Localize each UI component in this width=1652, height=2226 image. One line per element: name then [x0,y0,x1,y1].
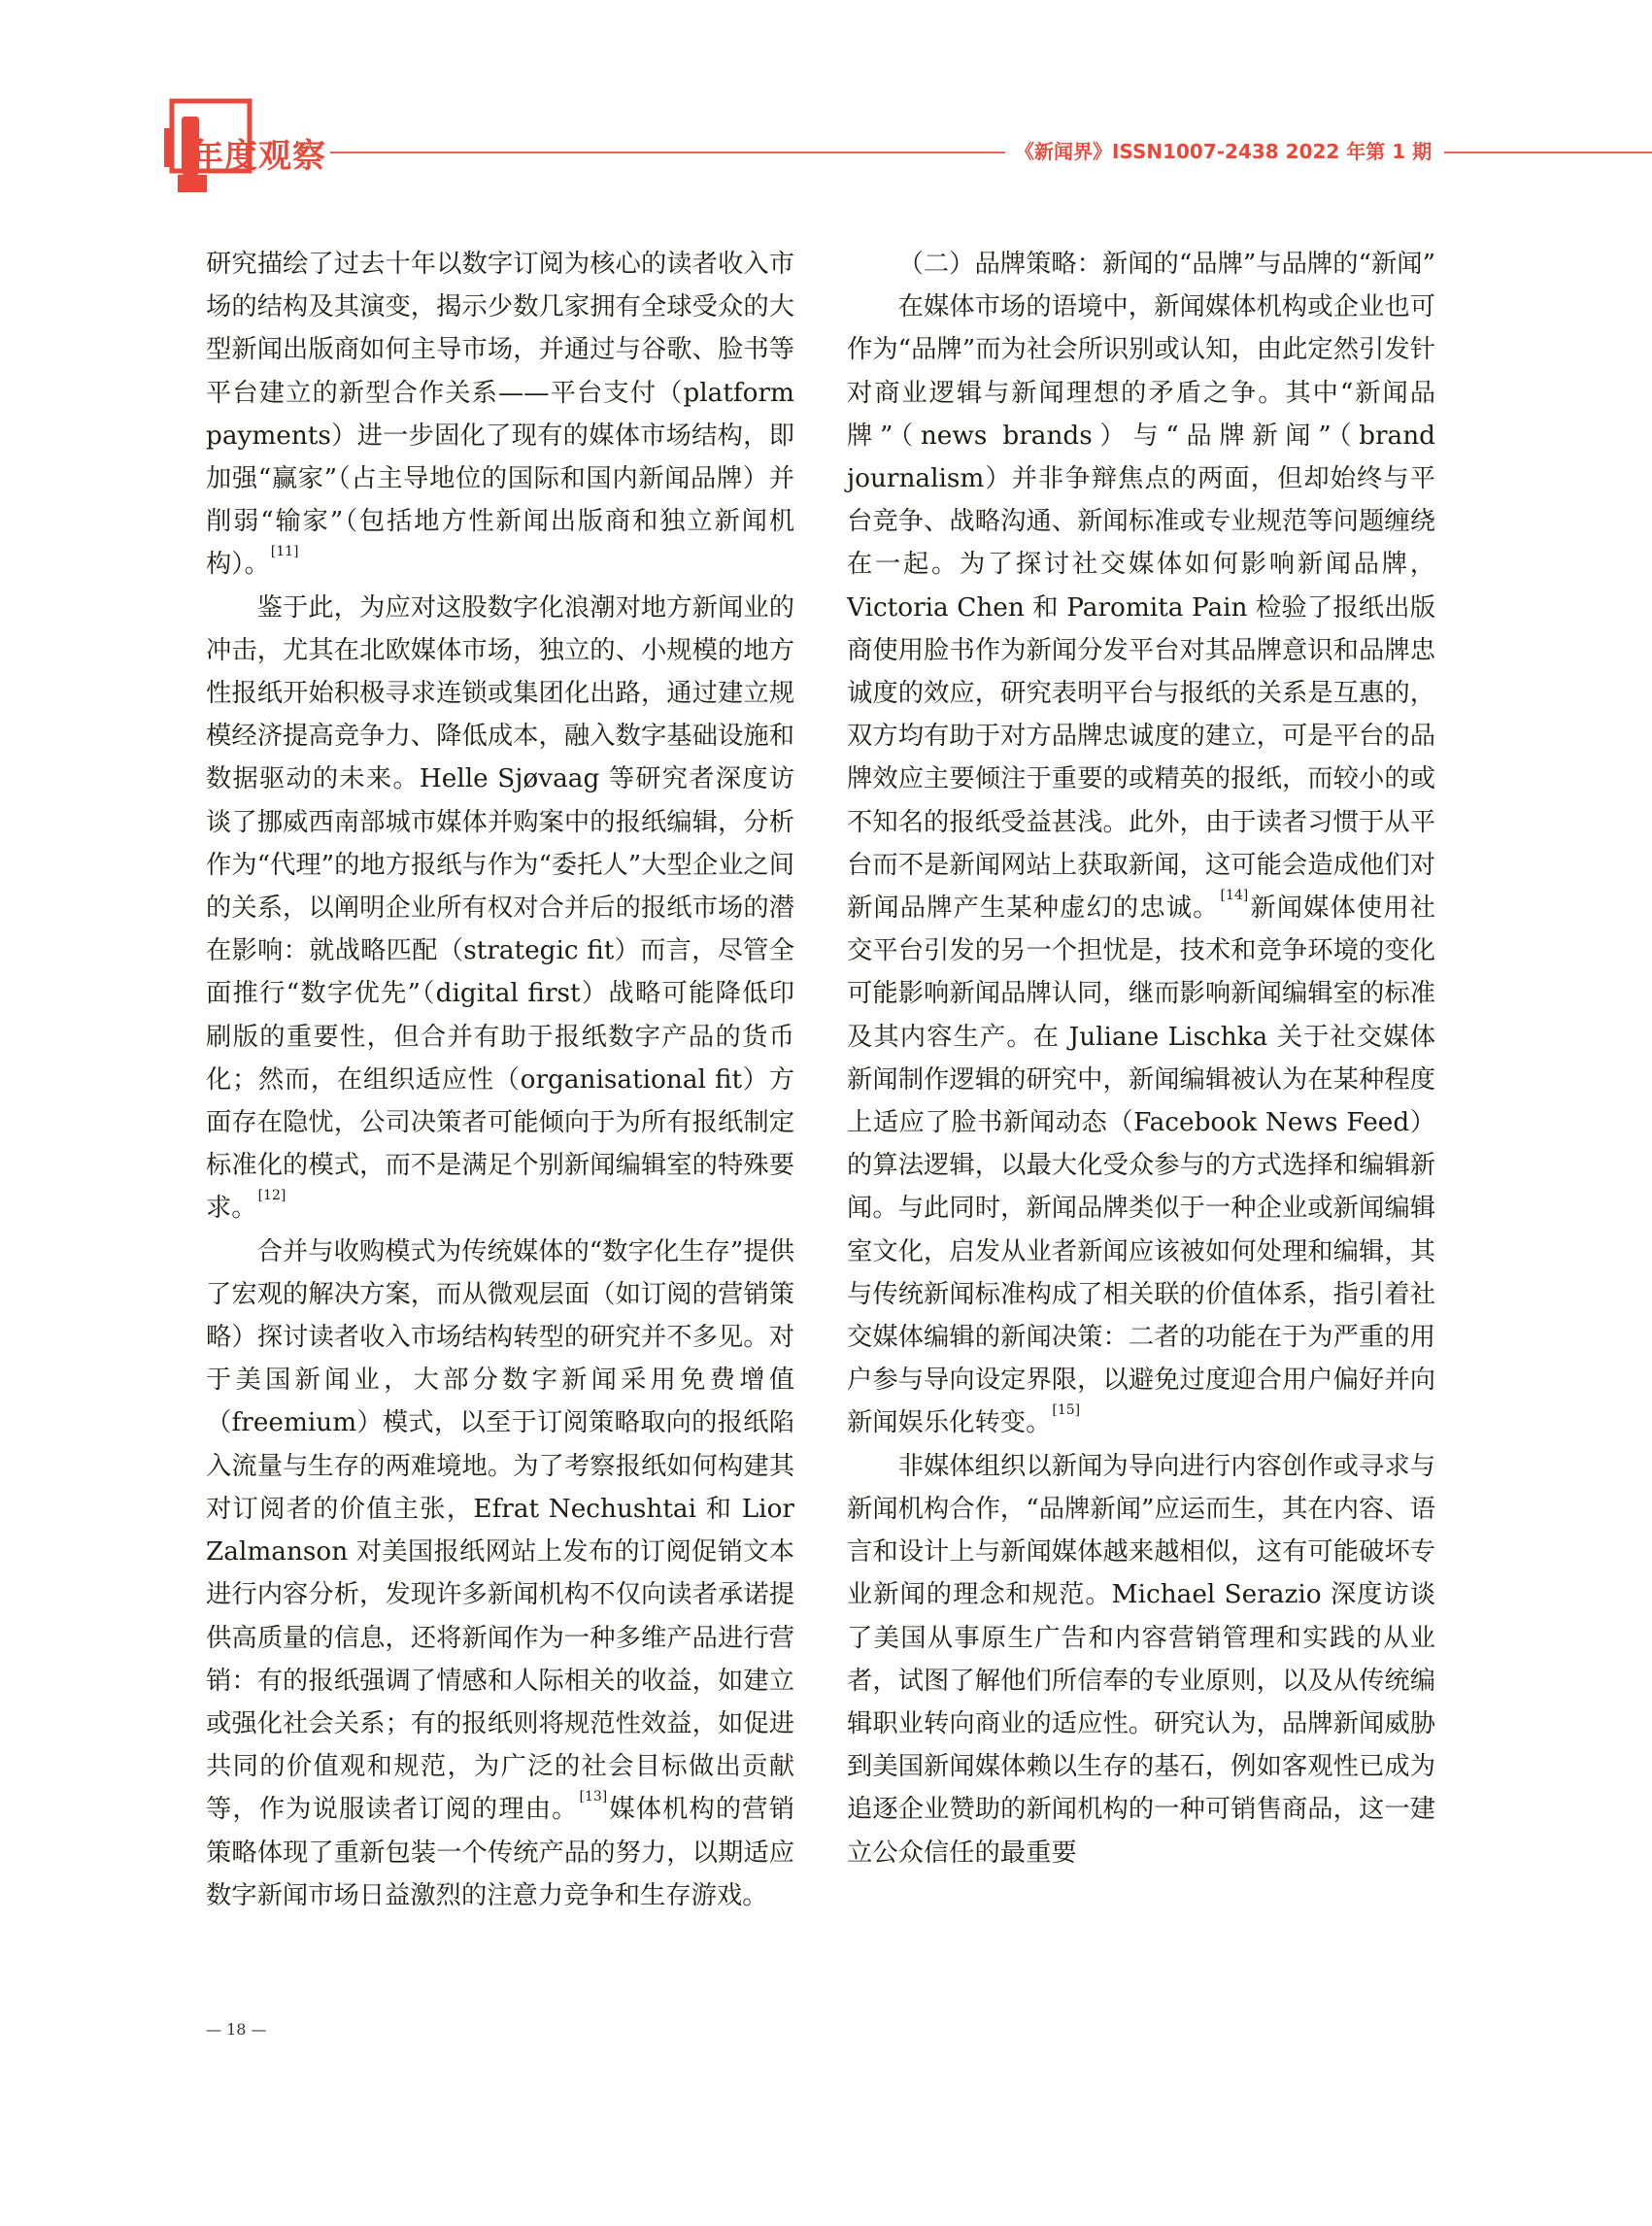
left-column [206,243,794,1917]
paragraph: 研究描绘了过去十年以数字订阅为核心的读者收入市场的结构及其演变，揭示少数几家拥有全球受众的大型新闻出版商如何主导市场，并通过与谷歌、脸书等平台建立的新型合作关系——平台支付（platform payments）进一步固化了现有的媒体市场结构，即加强“赢家”（占主导地位的国际和国内新闻品牌）并削弱“输家”（包括地方性新闻出版商和独立新闻机构）。[11] [206,250,794,580]
page-number: — 18 — [206,2020,267,2039]
journal-info: 《新闻界》ISSN1007-2438 2022 年第 1 期 [1015,140,1433,163]
citation-ref: [13] [579,1789,608,1805]
header-rule-right [1444,152,1652,153]
paragraph: 在媒体市场的语境中，新闻媒体机构或企业也可作为“品牌”而为社会所识别或认知，由此定然引发针对商业逻辑与新闻理想的矛盾之争。其中“新闻品牌”（news brands）与“品牌新闻”（brand journalism）并非争辩焦点的两面，但却始终与平台竞争、战略沟通、新闻标准或专业规范等问题缠绕在一起。为了探讨社交媒体如何影响新闻品牌，Victoria Chen 和 Paromita Pain 检验了报纸出版商使用脸书作为新闻分发平台对其品牌意识和品牌忠诚度的效应，研究表明平台与报纸的关系是互惠的，双方均有助于对方品牌忠诚度的建立，可是平台的品牌效应主要倾注于重要的或精英的报纸，而较小的或不知名的报纸受益甚浅。此外，由于读者习惯于从平台而不是新闻网站上获取新闻，这可能会造成他们对新闻品牌产生某种虚幻的忠诚。[14]新闻媒体使用社交平台引发的另一个担忧是，技术和竞争环境的变化可能影响新闻品牌认同，继而影响新闻编辑室的标准及其内容生产。在 Juliane Lischka 关于社交媒体新闻制作逻辑的研究中，新闻编辑被认为在某种程度上适应了脸书新闻动态（Facebook News Feed）的算法逻辑，以最大化受众参与的方式选择和编辑新闻。与此同时，新闻品牌类似于一种企业或新闻编辑室文化，启发从业者新闻应该被如何处理和编辑，其与传统新闻标准构成了相关联的价值体系，指引着社交媒体编辑的新闻决策：二者的功能在于为严重的用户参与导向设定界限，以避免过度迎合用户偏好并向新闻娱乐化转变。[15] [847,292,1435,1438]
citation-ref: [11] [270,544,299,560]
citation-ref: [12] [257,1188,287,1204]
page-header [0,0,1652,214]
right-column [847,243,1435,1874]
paragraph: 鉴于此，为应对这股数字化浪潮对地方新闻业的冲击，尤其在北欧媒体市场，独立的、小规模的地方性报纸开始积极寻求连锁或集团化出路，通过建立规模经济提高竞争力、降低成本，融入数字基础设施和数据驱动的未来。Helle Sjøvaag 等研究者深度访谈了挪威西南部城市媒体并购案中的报纸编辑，分析作为“代理”的地方报纸与作为“委托人”大型企业之间的关系，以阐明企业所有权对合并后的报纸市场的潜在影响：就战略匹配（strategic fit）而言，尽管全面推行“数字优先”（digital first）战略可能降低印刷版的重要性，但合并有助于报纸数字产品的货币化；然而，在组织适应性（organisational fit）方面存在隐忧，公司决策者可能倾向于为所有报纸制定标准化的模式，而不是满足个别新闻编辑室的特殊要求。[12] [206,592,795,1224]
citation-ref: [14] [1220,888,1249,904]
section-subheading: （二）品牌策略：新闻的“品牌”与品牌的“新闻” [897,250,1436,279]
header-rule-left [330,152,1005,153]
paragraph: 合并与收购模式为传统媒体的“数字化生存”提供了宏观的解决方案，而从微观层面（如订阅的营销策略）探讨读者收入市场结构转型的研究并不多见。对于美国新闻业，大部分数字新闻采用免费增值（freemium）模式，以至于订阅策略取向的报纸陷入流量与生存的两难境地。为了考察报纸如何构建其对订阅者的价值主张，Efrat Nechushtai 和 Lior Zalmanson 对美国报纸网站上发布的订阅促销文本进行内容分析，发现许多新闻机构不仅向读者承诺提供高质量的信息，还将新闻作为一种多维产品进行营销：有的报纸强调了情感和人际相关的收益，如建立或强化社会关系；有的报纸则将规范性效益，如促进共同的价值观和规范，为广泛的社会目标做出贡献等，作为说服读者订阅的理由。[13]媒体机构的营销策略体现了重新包装一个传统产品的努力，以期适应数字新闻市场日益激烈的注意力竞争和生存游戏。 [206,1236,794,1910]
paragraph: 非媒体组织以新闻为导向进行内容创作或寻求与新闻机构合作，“品牌新闻”应运而生，其在内容、语言和设计上与新闻媒体越来越相似，这有可能破坏专业新闻的理念和规范。Michael Serazio 深度访谈了美国从事原生广告和内容营销管理和实践的从业者，试图了解他们所信奉的专业原则，以及从传统编辑职业转向商业的适应性。研究认为，品牌新闻威胁到美国新闻媒体赖以生存的基石，例如客观性已成为追逐企业赞助的新闻机构的一种可销售商品，这一建立公众信任的最重要 [847,1451,1435,1868]
citation-ref: [15] [1052,1402,1081,1419]
section-title: 年度观察 [190,137,326,176]
